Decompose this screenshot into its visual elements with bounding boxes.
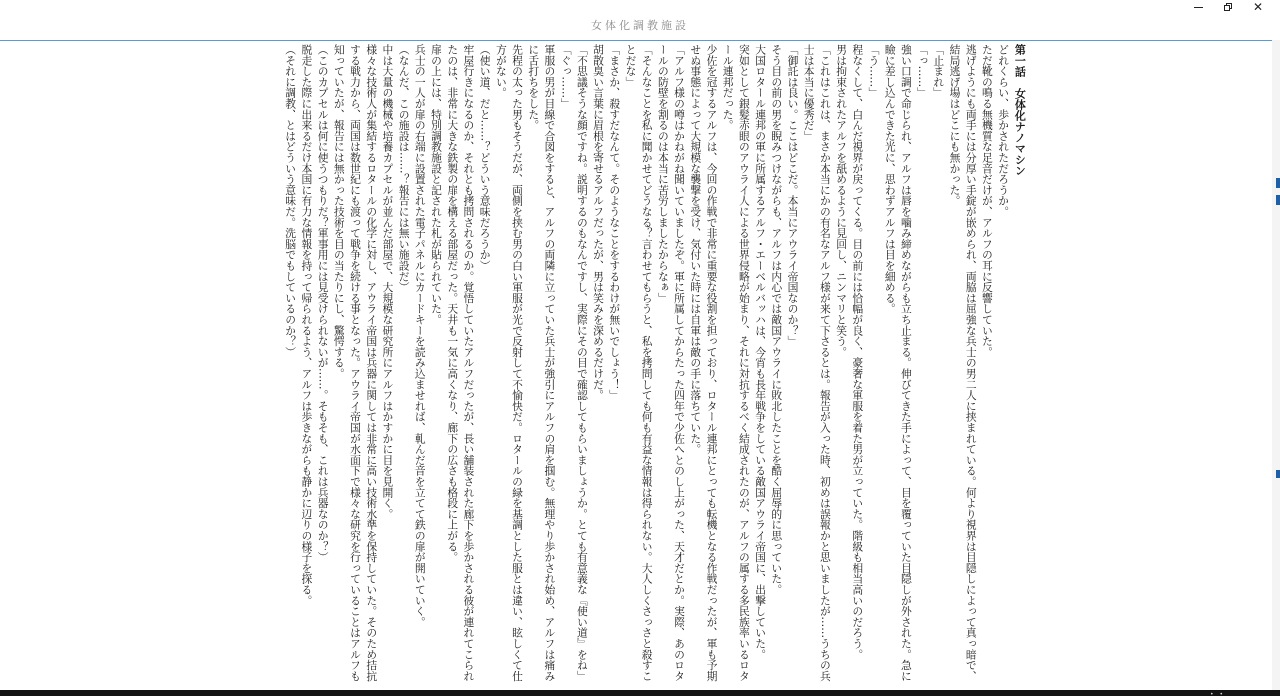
side-scroll-strip[interactable] <box>1272 40 1280 690</box>
body-text: どれくらい、歩かされただろうか。 ただ靴の鳴る無機質な足音だけが、アルフの耳に反響していた。 逃げようにも両手には分厚い手錠が嵌められ、両脇は屈強な兵士の男二人に挟まれている。何より視界は目隠しによって真っ暗で、結局逃げ場はどこにも無かった。 「止まれ」 「っ……」 強い口調で命じられ、アルフは唇を噛み締めながらも立ち止まる。伸びてきた手によって、目を覆っていた目隠しが外された。急に瞼に差し込んできた光に、思わずアルフは目を細める。 「う……」 程なくして、白んだ視界が戻ってくる。目の前には恰幅が良く、豪奢な軍服を着た男が立っていた。階級も相当高いのだろう。 男は拘束されたアルフを舐めるように見回し、ニンマリと笑う。 「これはこれは、まさか本当にかの有名なアルフ様が来て下さるとは。報告が入った時、初めは誤報かと思いましたが……うちの兵士は本当に優秀だ」 「御託は良い。ここはどこだ。本当にアウライ帝国なのか？」 そう目の前の男を睨みつけながらも、アルフは内心では敵国アウライに敗北したことを酷く屈辱的に思っていた。 大国ロタール連邦の軍に所属するアルフ・エーベルバッハは、今宵も長年戦争をしている敵国アウライ帝国に、出撃していた。 突如として銀髪赤眼のアウライ人による世界侵略が始まり、それに対抗するべく結成されたのが、アルフの属する多民族率いるロタール連邦だった。 少佐を冠するアルフは、今回の作戦で非常に重要な役割を担っており、ロタール連邦にとっても転機となる作戦だったが、軍も予期せぬ事態によって大規模な襲撃を受け、気付いた時には自軍は敵の手に落ちていた。 「アルフ様の噂はかねがね聞いていましたぞ。軍に所属してからたった四年で少佐へとのし上がった、天才だとか。実際、あのロタールの防壁を割るのは本当に苦労しましたからなぁ」 「そんなことを私に聞かせてどうなる？言わせてもらうと、私を拷問しても何も有益な情報は得られない。大人しくさっさと殺すことだな」 「まさか、殺すだなんて。そのようなことをするわけが無いでしょう！」 胡散臭い言葉に眉根を寄せるアルフだったが、男は笑みを深めるだけだ。 「不思議そうな顔ですね。説明するのもなんですし、実際にその目で確認してもらいましょうか。とても有意義な『使い道』をね」 「ぐっ……」 軍服の男が目線で合図をすると、アルフの両隣に立っていた兵士が強引にアルフの肩を掴む。無理やり歩かされ始め、アルフは痛みに舌打ちをした。 先程の太った男もそうだが、両側を挟む男の白い軍服が光で反射して不愉快だ。ロタールの緑を基調とした服とは違い、眩しくて仕方がない。 （使い道、だと……？どういう意味だろうか） 牢屋行きになるのか、それとも拷問されるのか。覚悟していたアルフだったが、長い舗装された廊下を歩かされる彼が連れてこられたのは、非常に大きな鉄製の扉を構える部屋だった。天井も一気に高くなり、廊下の広さも格段に上がる。 扉の上には、特別調教施設と記された札が貼られていた。 兵士の一人が扉の右端に設置された電子パネルにカードキーを読み込ませれば、軋んだ音を立てて鉄の扉が開いていく。 （なんだ、この施設は……？報告には無い施設だ） 中は大量の機械や培養カプセルが並んだ部屋で、大規模な研究所にアルフはかすかに目を見開く。 様々な技術人が集結するロタールの化学に対し、アウライ帝国は兵器に関しては非常に高い技術水準を保持していた。そのため拮抗する戦力から、両国は数世紀にも渡って戦争を続ける事となった。アウライ帝国が水面下で様々な研究を行っていることはアルフも知っていたが、報告には無かった技術を目の当たりにし、驚愕する。 （このカプセルは何に使うつもりだ？軍事用には見受けられないが……。そもそも、これは兵器なのか？） 脱走した際に出来るだけ本国に有力な情報を持って帰られるよう、アルフは歩きながらも静かに辺りの様子を探る。 （それに調教、とはどういう意味だ。洗脳でもしているのか？） <box>284 44 1011 682</box>
close-button[interactable] <box>1243 0 1273 14</box>
close-icon: ✕ <box>1252 0 1264 14</box>
maximize-button[interactable] <box>1213 0 1243 14</box>
window-title: 女体化調教施設 <box>591 19 689 32</box>
minimize-button[interactable] <box>1183 0 1213 14</box>
edge-marker <box>1276 470 1280 478</box>
reading-page[interactable] <box>282 44 1027 684</box>
tray-indicator: • • <box>1210 691 1225 698</box>
vertical-text-column <box>282 44 1027 684</box>
chapter-heading: 第一話 女体化ナノマシン <box>1013 44 1027 176</box>
title-bar <box>0 0 1280 40</box>
minimize-icon <box>1194 7 1203 8</box>
restore-icon <box>1224 3 1232 11</box>
edge-marker <box>1276 195 1280 205</box>
edge-marker <box>1276 178 1280 188</box>
taskbar-edge <box>0 690 1280 696</box>
header-divider <box>0 40 1272 41</box>
